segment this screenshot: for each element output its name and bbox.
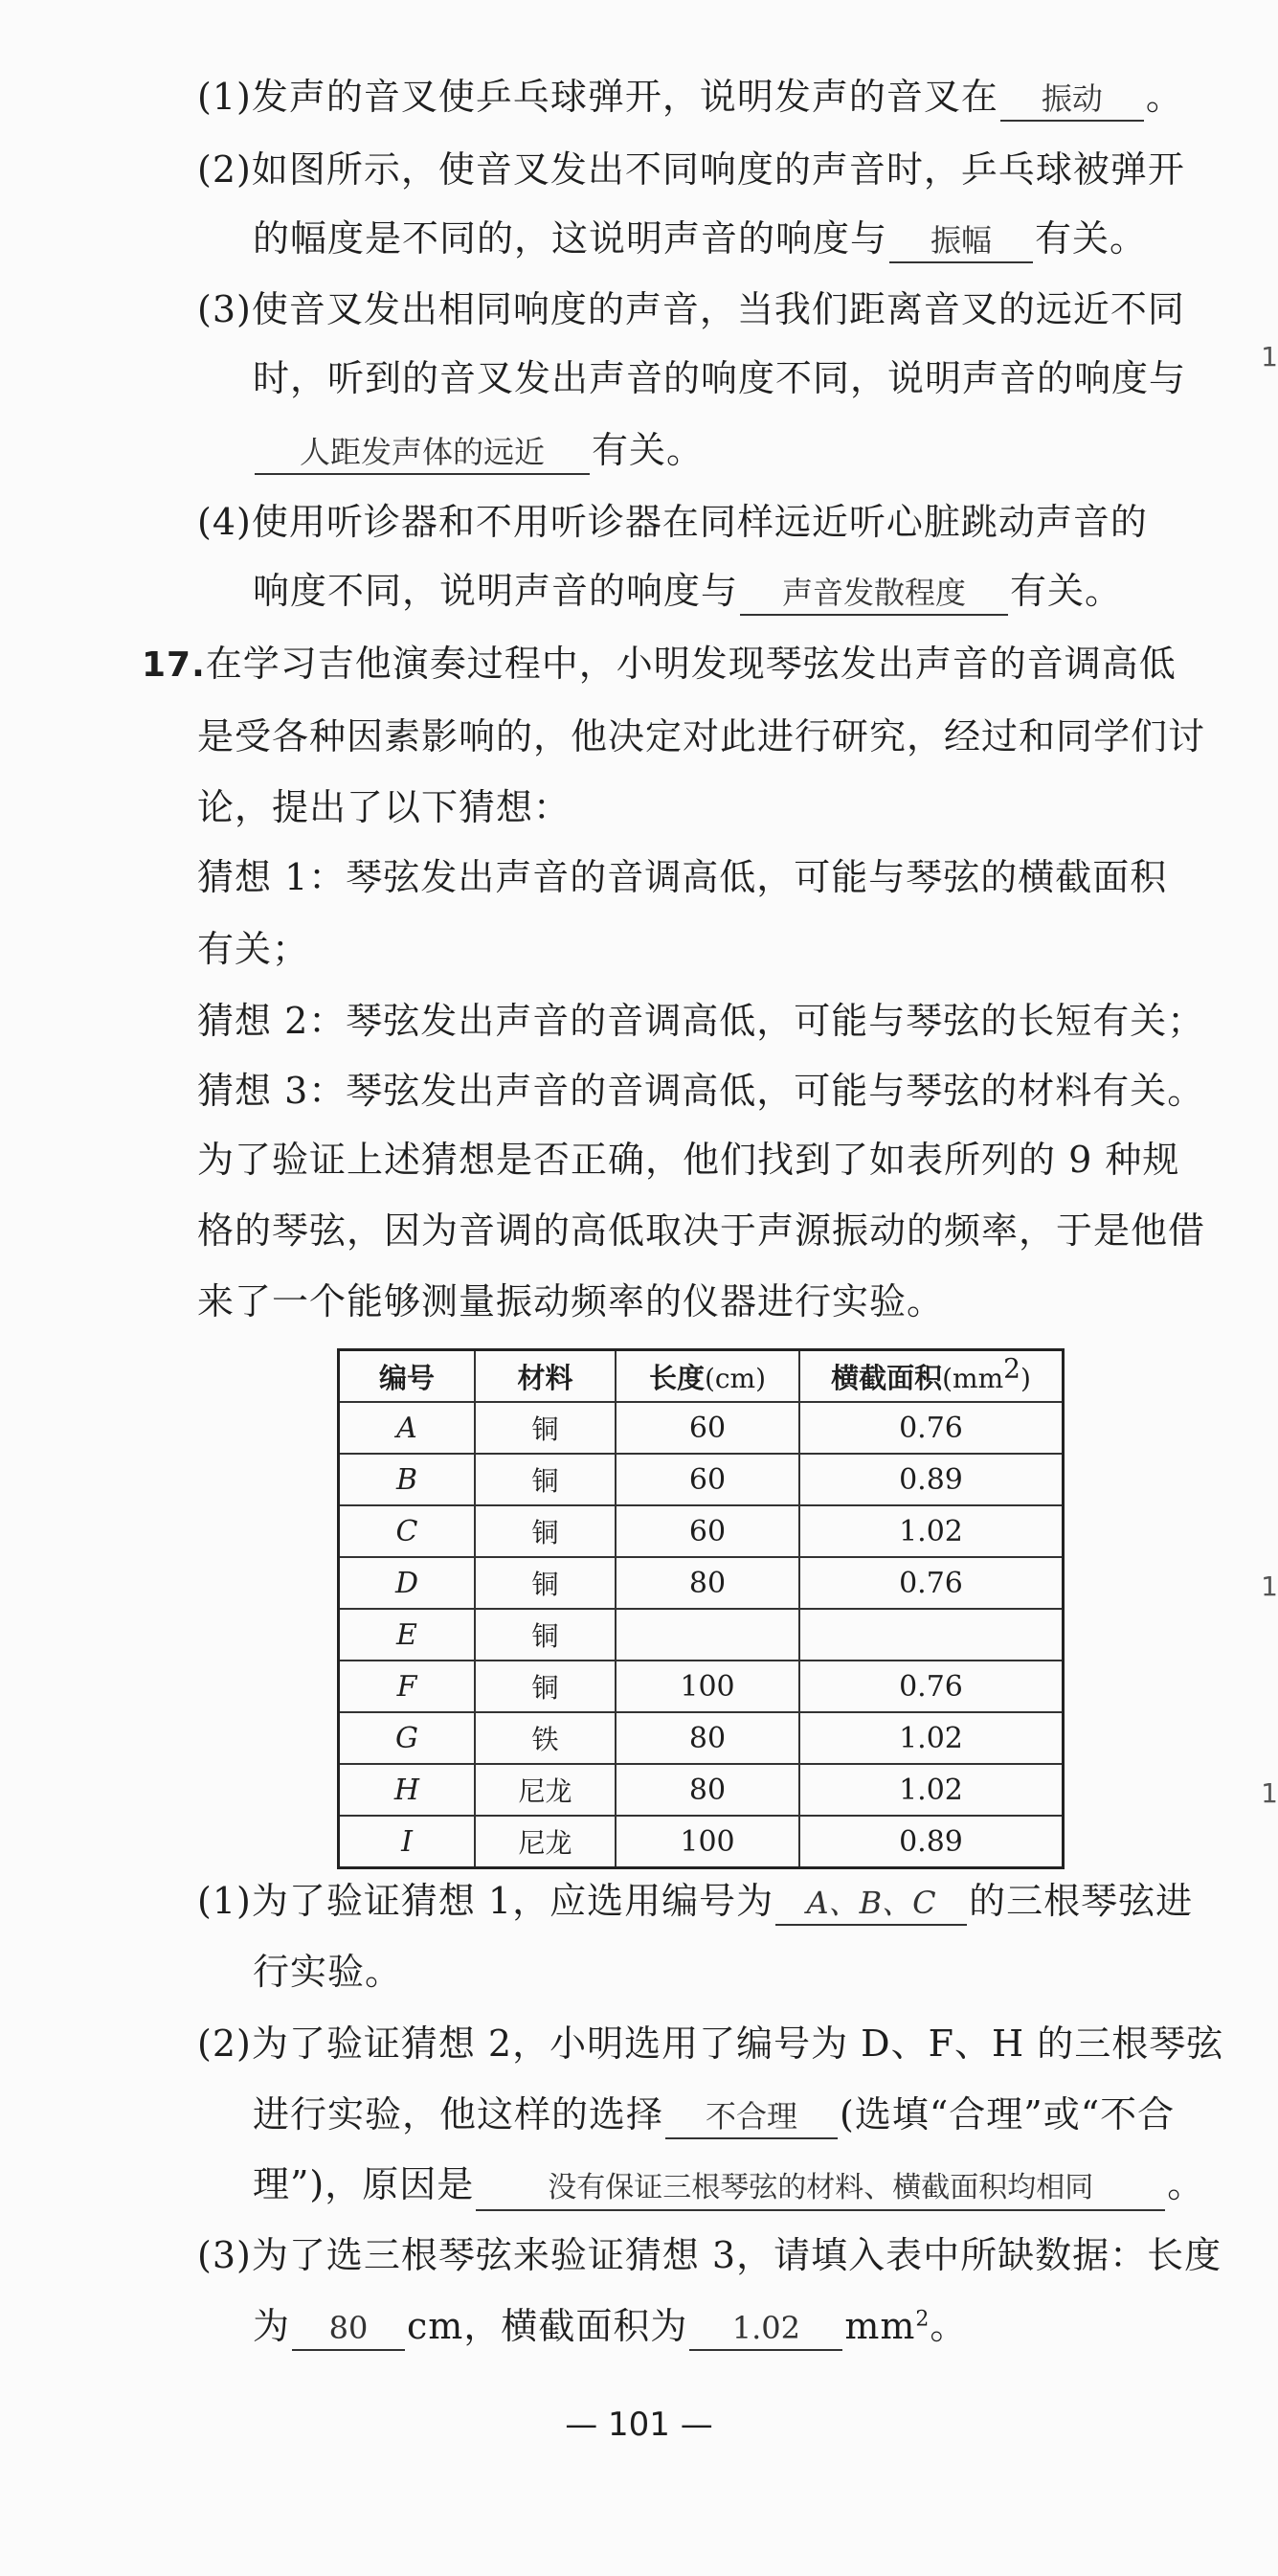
q16-p3-line1: (3)使音叉发出相同响度的声音，当我们距离音叉的远近不同 [197, 288, 1185, 330]
cell-area: 0.76 [799, 1661, 1064, 1712]
cell-length: 60 [616, 1454, 799, 1505]
header-area-close: ) [1020, 1362, 1031, 1394]
cell-material: 铜 [475, 1402, 616, 1454]
string-spec-table [337, 1348, 1065, 1869]
q16-p3-after: 有关。 [592, 429, 705, 471]
cell-material: 铜 [475, 1557, 616, 1609]
q16-p3-line3 [253, 426, 704, 475]
q17-s2-text: 进行实验，他这样的选择 [253, 2093, 664, 2135]
answer-blank[interactable]: 振动 [1000, 78, 1144, 122]
cell-area: 0.89 [799, 1816, 1064, 1868]
q16-p4-line2 [253, 567, 1122, 616]
q17-s1-line2: 行实验。 [253, 1951, 403, 1993]
guess2: 猜想 2：琴弦发出声音的音调高低，可能与琴弦的长短有关； [197, 1000, 1205, 1042]
cell-area: 1.02 [799, 1505, 1064, 1557]
table-row [339, 1816, 1064, 1868]
q17-s2-after: (选填“合理”或“不合 [840, 2093, 1176, 2135]
answer-blank[interactable]: 声音发散程度 [740, 572, 1008, 616]
cell-material: 铜 [475, 1454, 616, 1505]
cell-area: 0.76 [799, 1557, 1064, 1609]
answer-blank[interactable]: 没有保证三根琴弦的材料、横截面积均相同 [476, 2167, 1165, 2211]
cell-length: 80 [616, 1764, 799, 1816]
table-row [339, 1505, 1064, 1557]
page-number: — 101 — [565, 2406, 713, 2444]
question-number: 17. [142, 645, 206, 685]
q16-p2-line1: (2)如图所示，使音叉发出不同响度的声音时，乒乓球被弹开 [197, 148, 1185, 191]
edge-mark: 1 [1261, 341, 1278, 373]
q17-intro-text: 在学习吉他演奏过程中，小明发现琴弦发出声音的音调高低 [205, 643, 1177, 685]
header-length-label: 长度 [648, 1361, 705, 1394]
answer-blank[interactable]: A、B、C [775, 1882, 967, 1926]
cell-id: F [339, 1661, 476, 1712]
header-area-label: 横截面积 [831, 1361, 943, 1394]
q16-p4-line1: (4)使用听诊器和不用听诊器在同样远近听心脏跳动声音的 [197, 501, 1148, 543]
q17-intro-line2: 是受各种因素影响的，他决定对此进行研究，经过和同学们讨 [197, 715, 1206, 757]
cell-length: 60 [616, 1505, 799, 1557]
cell-id: A [339, 1402, 476, 1454]
q16-p1 [197, 73, 1183, 122]
edge-mark: 1 [1261, 1777, 1278, 1809]
q16-p3-line2: 时，听到的音叉发出声音的响度不同，说明声音的响度与 [253, 357, 1187, 399]
q16-p2-text: 的幅度是不同的，这说明声音的响度与 [253, 217, 888, 260]
cell-material: 尼龙 [475, 1816, 616, 1868]
header-area [799, 1350, 1064, 1403]
q17-s3-mid: cm，横截面积为 [407, 2305, 688, 2347]
cell-id: B [339, 1454, 476, 1505]
table-row [339, 1712, 1064, 1764]
header-length [616, 1350, 799, 1403]
cell-material: 铜 [475, 1661, 616, 1712]
verify-line2: 格的琴弦，因为音调的高低取决于声源振动的频率，于是他借 [197, 1209, 1206, 1252]
table-row [339, 1454, 1064, 1505]
verify-line1: 为了验证上述猜想是否正确，他们找到了如表所列的 9 种规 [197, 1139, 1180, 1181]
table-row [339, 1764, 1064, 1816]
q16-p1-text: (1)发声的音叉使乒乓球弹开，说明发声的音叉在 [197, 76, 998, 118]
cell-id: E [339, 1609, 476, 1661]
header-id: 编号 [339, 1350, 476, 1403]
answer-blank[interactable]: 振幅 [889, 219, 1033, 263]
cell-material: 铁 [475, 1712, 616, 1764]
cell-material: 尼龙 [475, 1764, 616, 1816]
header-material: 材料 [475, 1350, 616, 1403]
cell-length: 80 [616, 1712, 799, 1764]
cell-area[interactable] [799, 1609, 1064, 1661]
q17-s1-after: 的三根琴弦进 [969, 1880, 1194, 1922]
guess3: 猜想 3：琴弦发出声音的音调高低，可能与琴弦的材料有关。 [197, 1070, 1205, 1112]
q16-p1-after: 。 [1145, 76, 1183, 118]
q17-intro-line1 [142, 640, 1177, 689]
cell-id: C [339, 1505, 476, 1557]
table-row [339, 1557, 1064, 1609]
q17-s3-line2 [253, 2302, 967, 2351]
q17-s3-text: 为 [253, 2305, 291, 2347]
guess1-line1: 猜想 1：琴弦发出声音的音调高低，可能与琴弦的横截面积 [197, 856, 1168, 898]
q17-s3-after: 。 [930, 2305, 968, 2347]
q16-p4-text: 响度不同，说明声音的响度与 [253, 570, 739, 612]
cell-material: 铜 [475, 1609, 616, 1661]
header-area-sup: 2 [1003, 1351, 1020, 1384]
cell-area: 1.02 [799, 1764, 1064, 1816]
q17-s3-sup: 2 [915, 2307, 930, 2332]
q16-p4-after: 有关。 [1010, 570, 1123, 612]
table-header-row [339, 1350, 1064, 1403]
edge-mark: 1 [1261, 1570, 1278, 1602]
table-row [339, 1402, 1064, 1454]
cell-length: 60 [616, 1402, 799, 1454]
q17-s2-l3-text: 理”)，原因是 [253, 2163, 475, 2205]
cell-area: 0.76 [799, 1402, 1064, 1454]
cell-id: H [339, 1764, 476, 1816]
q17-s2-l3-after: 。 [1167, 2163, 1205, 2205]
table-row [339, 1661, 1064, 1712]
q17-s3-line1: (3)为了选三根琴弦来验证猜想 3，请填入表中所缺数据：长度 [197, 2234, 1222, 2276]
cell-length: 100 [616, 1661, 799, 1712]
q17-s2-line3 [253, 2160, 1204, 2211]
cell-area: 0.89 [799, 1454, 1064, 1505]
q16-p2-line2 [253, 215, 1147, 263]
cell-material: 铜 [475, 1505, 616, 1557]
answer-blank[interactable]: 1.02 [689, 2307, 842, 2351]
cell-id: D [339, 1557, 476, 1609]
q17-s2-line1: (2)为了验证猜想 2，小明选用了编号为 D、F、H 的三根琴弦 [197, 2022, 1224, 2065]
answer-blank[interactable]: 人距发声体的远近 [255, 431, 590, 475]
guess1-line2: 有关； [197, 928, 310, 970]
cell-area: 1.02 [799, 1712, 1064, 1764]
answer-blank[interactable]: 不合理 [665, 2095, 838, 2139]
table-row [339, 1609, 1064, 1661]
cell-length: 80 [616, 1557, 799, 1609]
header-area-unit: (mm [942, 1362, 1004, 1394]
q16-p2-after: 有关。 [1035, 217, 1148, 260]
q17-s3-unit: mm [844, 2305, 916, 2347]
q17-s1-text: (1)为了验证猜想 1，应选用编号为 [197, 1880, 774, 1922]
verify-line3: 来了一个能够测量振动频率的仪器进行实验。 [197, 1280, 945, 1322]
answer-blank[interactable]: 80 [292, 2307, 405, 2351]
q17-intro-line3: 论，提出了以下猜想： [197, 786, 572, 828]
cell-length[interactable] [616, 1609, 799, 1661]
cell-id: I [339, 1816, 476, 1868]
header-length-unit: (cm) [704, 1362, 767, 1394]
q17-s1-line1 [197, 1877, 1193, 1926]
cell-id: G [339, 1712, 476, 1764]
cell-length: 100 [616, 1816, 799, 1868]
q17-s2-line2 [253, 2090, 1175, 2139]
